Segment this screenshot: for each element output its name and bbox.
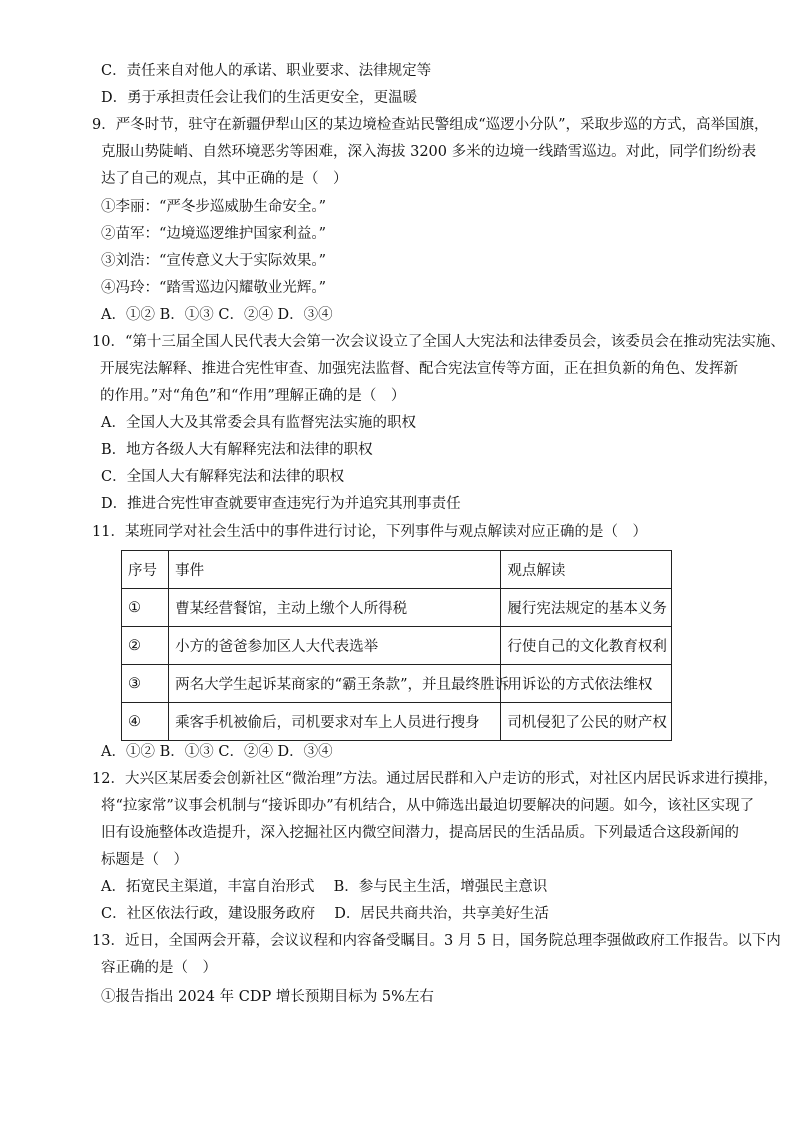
q12-stem-line-1: 12．大兴区某居委会创新社区“微治理”方法。通过居民群和入户走访的形式，对社区内居民诉求进行摸排， bbox=[92, 771, 778, 787]
q10-stem-line-2: 开展宪法解释、推进合宪性审查、加强宪法监督、配合宪法宣传等方面，正在担负新的角色、发挥新 bbox=[100, 361, 738, 377]
q8-option-d: D．勇于承担责任会让我们的生活更安全，更温暖 bbox=[101, 90, 418, 106]
table-row bbox=[122, 665, 672, 703]
q12-options-cd: C．社区依法行政，建设服务政府 D．居民共商共治，共享美好生活 bbox=[101, 906, 549, 922]
q11-options: A．①② B．①③ C．②④ D．③④ bbox=[101, 744, 333, 760]
row-interpretation: 履行宪法规定的基本义务 bbox=[501, 589, 672, 627]
table-row bbox=[122, 703, 672, 741]
row-interpretation: 行使自己的文化教育权利 bbox=[501, 627, 672, 665]
q9-statement-3: ③刘浩：“宣传意义大于实际效果。” bbox=[101, 253, 327, 269]
q10-stem-line-3: 的作用。”对“角色”和“作用”理解正确的是（ ） bbox=[100, 388, 406, 404]
row-serial: ① bbox=[122, 589, 169, 627]
q13-stem-line-1: 13．近日，全国两会开幕，会议议程和内容备受瞩目。3 月 5 日，国务院总理李强做政府工作报告。以下内 bbox=[92, 933, 781, 949]
q11-stem: 11．某班同学对社会生活中的事件进行讨论，下列事件与观点解读对应正确的是（ ） bbox=[92, 524, 647, 540]
table-row bbox=[122, 589, 672, 627]
row-serial: ③ bbox=[122, 665, 169, 703]
q12-stem-line-4: 标题是（ ） bbox=[101, 852, 188, 868]
row-event: 小方的爸爸参加区人大代表选举 bbox=[169, 627, 501, 665]
q10-option-c: C．全国人大有解释宪法和法律的职权 bbox=[101, 469, 345, 485]
row-event: 乘客手机被偷后，司机要求对车上人员进行搜身 bbox=[169, 703, 501, 741]
row-interpretation: 司机侵犯了公民的财产权 bbox=[501, 703, 672, 741]
q10-stem-line-1: 10．“第十三届全国人民代表大会第一次会议设立了全国人大宪法和法律委员会，该委员会在推动宪法实施、 bbox=[92, 334, 785, 350]
q10-option-d: D．推进合宪性审查就要审查违宪行为并追究其刑事责任 bbox=[101, 496, 461, 512]
header-interpretation: 观点解读 bbox=[501, 551, 672, 589]
q9-statement-4: ④冯玲：“踏雪巡边闪耀敬业光辉。” bbox=[101, 280, 327, 296]
q13-stem-line-2: 容正确的是（ ） bbox=[101, 960, 217, 976]
header-event: 事件 bbox=[169, 551, 501, 589]
row-serial: ② bbox=[122, 627, 169, 665]
row-interpretation: 用诉讼的方式依法维权 bbox=[501, 665, 672, 703]
q9-statement-1: ①李丽：“严冬步巡威胁生命安全。” bbox=[101, 199, 327, 215]
q9-options: A．①② B．①③ C．②④ D．③④ bbox=[101, 307, 333, 323]
q12-options-ab: A．拓宽民主渠道，丰富自治形式 B．参与民主生活，增强民主意识 bbox=[101, 879, 548, 895]
table-row bbox=[122, 627, 672, 665]
q12-stem-line-3: 旧有设施整体改造提升，深入挖掘社区内微空间潜力，提高居民的生活品质。下列最适合这段新闻的 bbox=[101, 825, 739, 841]
row-event: 曹某经营餐馆，主动上缴个人所得税 bbox=[169, 589, 501, 627]
q10-option-a: A．全国人大及其常委会具有监督宪法实施的职权 bbox=[101, 415, 416, 431]
q8-option-c: C．责任来自对他人的承诺、职业要求、法律规定等 bbox=[101, 63, 432, 79]
q9-stem-line-1: 9．严冬时节，驻守在新疆伊犁山区的某边境检查站民警组成“巡逻小分队”，采取步巡的方式，高举国旗， bbox=[92, 117, 769, 133]
q10-option-b: B．地方各级人大有解释宪法和法律的职权 bbox=[101, 442, 373, 458]
row-event: 两名大学生起诉某商家的“霸王条款”，并且最终胜诉 bbox=[169, 665, 501, 703]
q12-stem-line-2: 将“拉家常”议事会机制与“接诉即办”有机结合，从中筛选出最迫切要解决的问题。如今，该社区实现了 bbox=[101, 798, 755, 814]
q11-table bbox=[121, 550, 672, 741]
table-header-row bbox=[122, 551, 672, 589]
q13-statement-1: ①报告指出 2024 年 CDP 增长预期目标为 5%左右 bbox=[101, 989, 434, 1005]
q9-stem-line-2: 克服山势陡峭、自然环境恶劣等困难，深入海拔 3200 多米的边境一线踏雪巡边。对此，同学们纷纷表 bbox=[101, 144, 757, 160]
row-serial: ④ bbox=[122, 703, 169, 741]
q9-statement-2: ②苗军：“边境巡逻维护国家利益。” bbox=[101, 226, 327, 242]
header-serial: 序号 bbox=[122, 551, 169, 589]
q9-stem-line-3: 达了自己的观点，其中正确的是（ ） bbox=[101, 171, 348, 187]
